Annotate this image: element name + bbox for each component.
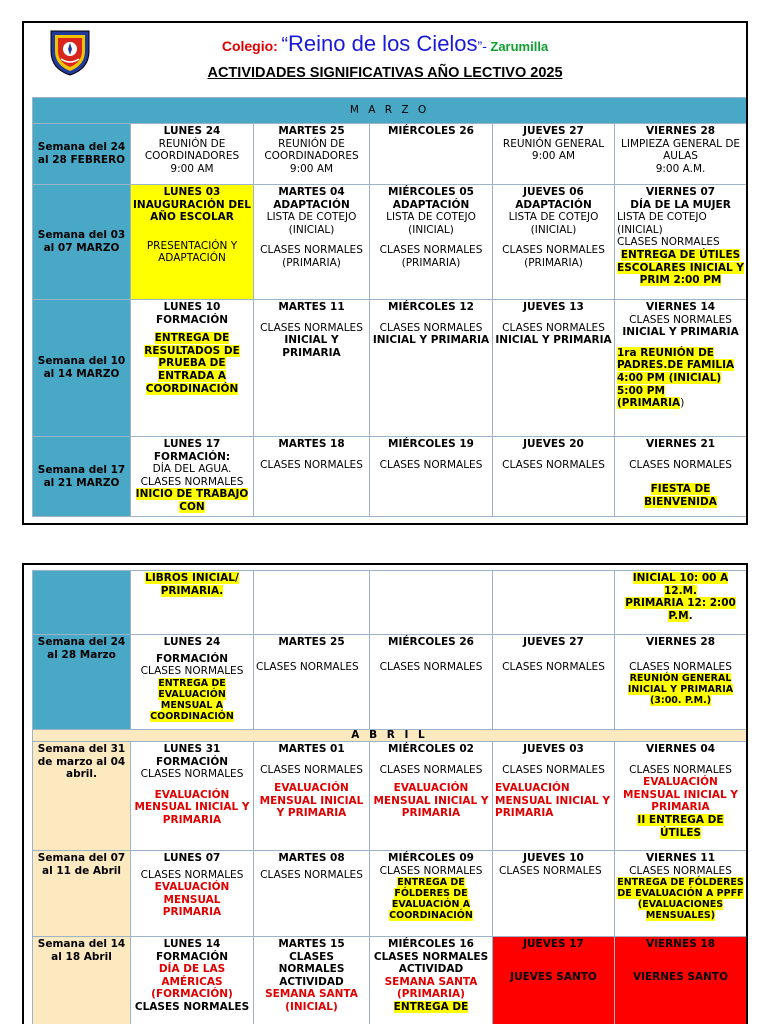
day-cell: [131, 571, 254, 635]
day-cell: [254, 937, 370, 1024]
activity-text: DÍA DEL AGUA.: [152, 463, 232, 476]
week-label-empty: [33, 571, 131, 635]
activity-text: INICIAL Y PRIMARIA: [282, 334, 341, 359]
day-title: MARTES 15: [278, 938, 345, 950]
red-text: (INICIAL): [285, 1000, 338, 1013]
activity-text: LISTA DE COTEJO (INICIAL): [508, 211, 599, 236]
activity-text: CLASES NORMALES: [499, 864, 602, 877]
week-label: Semana del 24 al 28 Marzo: [33, 635, 131, 730]
day-title: VIERNES 14: [645, 301, 716, 313]
highlight-text: ENTREGA DE FÓLDERES DE EVALUACIÓN A COORDINACIÓN: [389, 877, 473, 922]
day-cell: [131, 937, 254, 1024]
day-title: JUEVES 27: [523, 636, 584, 648]
day-cell: [370, 851, 493, 937]
day-cell: [493, 185, 615, 300]
week-label: Semana del 07 al 11 de Abril: [33, 851, 131, 937]
day-title: MIÉRCOLES 05: [388, 186, 474, 198]
day-title: MARTES 25: [278, 636, 345, 648]
activity-time: 9:00 AM: [289, 162, 334, 175]
day-cell: [254, 300, 370, 437]
day-title: VIERNES 11: [645, 852, 716, 864]
activity-text: FORMACIÓN: [155, 652, 229, 665]
week-label: Semana del 14 al 18 Abril: [33, 937, 131, 1024]
activity-text: INICIAL Y PRIMARIA: [495, 334, 612, 347]
activity-text: INICIAL Y PRIMARIA: [622, 326, 739, 339]
highlight-text: ENTREGA DE RESULTADOS DE PRUEBA DE ENTRADA A COORDINACIÓN: [144, 332, 240, 395]
day-cell: [493, 124, 615, 185]
red-text: (PRIMARIA): [397, 988, 465, 1001]
highlight-text: FIESTA DE BIENVENIDA: [644, 483, 717, 508]
day-cell: [370, 742, 493, 851]
activity-text: CLASES NORMALES: [260, 763, 363, 776]
holiday-cell: [493, 937, 615, 1024]
day-title: JUEVES 13: [523, 301, 584, 313]
activity-text: CLASES NORMALES (PRIMARIA): [260, 244, 363, 269]
day-title: VIERNES 18: [645, 938, 716, 950]
week-row: [33, 742, 747, 851]
highlight-text: INICIO DE TRABAJO CON: [135, 488, 249, 513]
day-title: LUNES 24: [163, 125, 221, 137]
red-text: EVALUACIÓN MENSUAL PRIMARIA: [154, 881, 230, 919]
activity-text: LISTA DE COTEJO (INICIAL): [617, 211, 707, 236]
day-cell: [131, 635, 254, 730]
day-title: LUNES 03: [163, 186, 221, 198]
document-header: [24, 23, 746, 97]
day-title: MIÉRCOLES 09: [388, 852, 474, 864]
city-name: Zarumilla: [490, 39, 549, 54]
week-row: [33, 124, 747, 185]
closing-paren: ): [680, 397, 685, 410]
month-label: M A R Z O: [33, 98, 747, 124]
day-title: JUEVES 20: [523, 438, 584, 450]
activity-text: FORMACIÓN: [155, 313, 229, 326]
week-row: [33, 437, 747, 517]
activity-text: CLASES NORMALES: [629, 313, 732, 326]
activity-time: 9:00 A.M.: [655, 162, 706, 175]
day-cell: [615, 185, 747, 300]
highlight-text: REUNIÓN GENERAL INICIAL Y PRIMARIA (3:00. P.M.): [627, 673, 734, 707]
day-title: LUNES 14: [163, 938, 221, 950]
red-text: EVALUACIÓN MENSUAL INICIAL Y PRIMARIA: [495, 782, 610, 820]
activity-text: CLASES NORMALES: [379, 864, 483, 877]
activity-text: CLASES NORMALES: [379, 660, 483, 673]
day-title: LUNES 07: [163, 852, 221, 864]
activity-text: REUNIÓN DE COORDINADORES: [144, 137, 240, 163]
red-text: EVALUACIÓN MENSUAL INICIAL Y PRIMARIA: [134, 788, 250, 826]
month-header-row: [33, 730, 747, 742]
activity-time: 9:00 AM: [531, 150, 576, 163]
day-cell: [615, 635, 747, 730]
week-label: Semana del 24 al 28 FEBRERO: [33, 124, 131, 185]
day-title: LUNES 17: [163, 438, 221, 450]
day-title: VIERNES 07: [645, 186, 716, 198]
highlight-text: 4:00 PM (INICIAL): [617, 371, 722, 384]
activity-text: CLASES NORMALES: [260, 458, 363, 471]
week-row: [33, 937, 747, 1024]
day-cell: [131, 851, 254, 937]
day-title: JUEVES 06: [523, 186, 584, 198]
activity-text: CLASES NORMALES: [260, 868, 363, 881]
activity-text: LISTA DE COTEJO (INICIAL): [266, 211, 357, 236]
day-cell: [131, 185, 254, 300]
day-title: VIERNES 28: [645, 125, 716, 137]
day-cell: [493, 635, 615, 730]
activity-text: INICIAL Y PRIMARIA: [372, 334, 490, 347]
activity-text: PRESENTACIÓN Y ADAPTACIÓN: [146, 239, 238, 265]
calendar-table-march: [32, 97, 747, 517]
day-title: MIÉRCOLES 16: [388, 938, 474, 950]
day-cell: [254, 185, 370, 300]
day-cell: [615, 124, 747, 185]
highlight-text: PRIMARIA 12: 2:00 P.M: [625, 597, 736, 622]
activity-text: REUNIÓN DE COORDINADORES: [264, 137, 359, 163]
day-cell: [370, 571, 493, 635]
week-label: Semana del 03 al 07 MARZO: [33, 185, 131, 300]
activity-text: ADAPTACIÓN: [392, 198, 470, 211]
activity-text: CLASES NORMALES: [379, 458, 483, 471]
week-row: [33, 185, 747, 300]
day-cell: [131, 300, 254, 437]
activity-text: INAUGURACIÓN DEL AÑO ESCOLAR: [133, 198, 251, 224]
activity-text: CLASES NORMALES: [502, 321, 605, 334]
school-name: Reino de los Cielos: [288, 31, 478, 56]
highlight-text: 5:00 PM: [617, 384, 665, 397]
day-title: MARTES 08: [278, 852, 345, 864]
day-cell: [370, 635, 493, 730]
day-title: VIERNES 28: [645, 636, 716, 648]
activity-text: REUNIÓN GENERAL: [502, 137, 605, 150]
red-text: (FORMACIÓN): [151, 988, 233, 1001]
day-cell: [370, 300, 493, 437]
holiday-cell: [615, 937, 747, 1024]
day-title: VIERNES 04: [645, 743, 716, 755]
month-label: A B R I L: [33, 730, 747, 742]
day-title: LUNES 10: [163, 301, 221, 313]
day-cell: [370, 124, 493, 185]
week-row-continued: [33, 571, 747, 635]
red-text: SEMANA SANTA: [265, 988, 358, 1001]
highlight-text: II ENTREGA DE ÚTILES: [637, 813, 724, 839]
period-text: .: [688, 609, 693, 622]
highlight-text: INICIAL 10: 00 A 12.M.: [632, 572, 729, 597]
colegio-label: Colegio:: [221, 38, 278, 54]
day-cell: [493, 300, 615, 437]
activity-text: CLASES NORMALES (PRIMARIA): [379, 244, 483, 269]
activity-text: FORMACIÓN:: [153, 450, 231, 463]
week-row: [33, 851, 747, 937]
day-cell: [131, 742, 254, 851]
day-cell: [131, 437, 254, 517]
activity-text: ADAPTACIÓN: [273, 198, 350, 211]
month-header-row: [33, 98, 747, 124]
activity-text: LIMPIEZA GENERAL DE AULAS: [621, 137, 741, 163]
activity-text: DÍA DE LA MUJER: [630, 198, 731, 211]
day-cell: [493, 437, 615, 517]
red-text: EVALUACIÓN MENSUAL INICIAL Y PRIMARIA: [373, 782, 489, 820]
day-title: VIERNES 21: [645, 438, 716, 450]
activity-text: CLASES NORMALES (PRIMARIA): [502, 244, 605, 269]
activity-text: CLASES NORMALES: [260, 321, 363, 334]
day-cell: [254, 571, 370, 635]
activity-text: CLASES NORMALES: [379, 321, 483, 334]
day-cell: [254, 124, 370, 185]
holiday-text: JUEVES SANTO: [510, 970, 597, 983]
activity-text: CLASES NORMALES: [502, 660, 605, 673]
activity-text: CLASES NORMALES: [256, 660, 359, 673]
day-title: JUEVES 27: [523, 125, 584, 137]
activity-text: CLASES NORMALES: [629, 864, 732, 877]
activity-text: CLASES NORMALES: [140, 868, 244, 881]
week-row: [33, 635, 747, 730]
day-cell: [131, 124, 254, 185]
week-row: [33, 300, 747, 437]
red-text: SEMANA SANTA: [384, 975, 478, 988]
week-label: Semana del 10 al 14 MARZO: [33, 300, 131, 437]
document-page-1: [22, 21, 748, 525]
day-title: MIÉRCOLES 19: [388, 438, 474, 450]
day-cell: [254, 742, 370, 851]
day-cell: [615, 437, 747, 517]
activity-text: CLASES NORMALES: [629, 660, 732, 673]
day-title: LUNES 24: [163, 636, 221, 648]
day-cell: [370, 185, 493, 300]
activity-text: ADAPTACIÓN: [515, 198, 592, 211]
highlight-text: ENTREGA DE EVALUACIÓN MENSUAL A COORDINACIÓN: [150, 677, 234, 722]
day-cell: [493, 571, 615, 635]
red-text: EVALUACIÓN MENSUAL INICIAL Y PRIMARIA: [259, 782, 364, 820]
activity-text: CLASES NORMALES: [617, 236, 720, 249]
activity-text: ACTIVIDAD: [279, 975, 344, 988]
activity-text: CLASES NORMALES: [134, 1000, 250, 1013]
activity-text: ACTIVIDAD: [398, 963, 464, 976]
activity-text: CLASES NORMALES: [278, 950, 345, 976]
activity-text: CLASES NORMALES: [140, 665, 244, 678]
school-title: [24, 31, 746, 57]
document-subtitle: [24, 65, 746, 81]
day-cell: [615, 851, 747, 937]
day-cell: [615, 300, 747, 437]
close-quote: ”-: [477, 38, 487, 54]
activity-text: CLASES NORMALES: [379, 763, 483, 776]
day-cell: [493, 851, 615, 937]
activity-text: CLASES NORMALES: [373, 950, 489, 963]
activity-text: CLASES NORMALES: [140, 475, 244, 488]
highlight-text: 1ra REUNIÓN DE PADRES.DE FAMILIA: [617, 346, 735, 372]
day-title: MARTES 04: [278, 186, 345, 198]
day-title: JUEVES 10: [523, 852, 584, 864]
document-page-2: [22, 563, 748, 1024]
day-title: MARTES 11: [278, 301, 345, 313]
day-title: MIÉRCOLES 26: [388, 636, 474, 648]
calendar-table-april: [32, 570, 747, 1024]
day-cell: [615, 571, 747, 635]
highlight-text: LIBROS INICIAL/ PRIMARIA.: [145, 572, 239, 597]
subtitle-text: ACTIVIDADES SIGNIFICATIVAS AÑO LECTIVO 2025: [207, 65, 563, 81]
red-text: EVALUACIÓN MENSUAL INICIAL Y PRIMARIA: [623, 776, 738, 814]
highlight-text: (PRIMARIA: [617, 397, 681, 410]
day-title: MARTES 01: [278, 743, 345, 755]
day-title: MARTES 25: [278, 125, 345, 137]
day-title: MIÉRCOLES 12: [388, 301, 474, 313]
activity-text: CLASES NORMALES: [629, 763, 732, 776]
activity-text: CLASES NORMALES: [629, 458, 732, 471]
highlight-text: ENTREGA DE ÚTILES ESCOLARES INICIAL Y PRIM 2:00 PM: [617, 248, 745, 287]
day-cell: [370, 437, 493, 517]
day-title: JUEVES 03: [523, 743, 584, 755]
open-quote: “: [281, 34, 288, 56]
day-title: MIÉRCOLES 26: [388, 125, 474, 137]
day-cell: [254, 851, 370, 937]
day-cell: [493, 742, 615, 851]
activity-time: 9:00 AM: [170, 162, 214, 175]
activity-text: LISTA DE COTEJO (INICIAL): [386, 211, 476, 236]
highlight-text: ENTREGA DE FÓLDERES DE EVALUACIÓN A PPFF (EVALUACIONES MENSUALES): [617, 877, 744, 922]
activity-text: FORMACIÓN: [155, 950, 229, 963]
day-cell: [370, 937, 493, 1024]
day-title: JUEVES 17: [523, 938, 584, 950]
day-title: MARTES 18: [278, 438, 345, 450]
activity-text: CLASES NORMALES: [502, 458, 605, 471]
week-label: Semana del 31 de marzo al 04 abril.: [33, 742, 131, 851]
day-cell: [254, 635, 370, 730]
activity-text: FORMACIÓN: [155, 755, 229, 768]
day-cell: [254, 437, 370, 517]
day-cell: [615, 742, 747, 851]
red-text: DÍA DE LAS AMÉRICAS: [158, 963, 226, 988]
week-label: Semana del 17 al 21 MARZO: [33, 437, 131, 517]
activity-text: CLASES NORMALES: [140, 768, 244, 781]
day-title: LUNES 31: [163, 743, 221, 755]
highlight-text: ENTREGA DE: [393, 1000, 469, 1013]
day-title: MIÉRCOLES 02: [388, 743, 474, 755]
holiday-text: VIERNES SANTO: [632, 970, 729, 983]
activity-text: CLASES NORMALES: [502, 763, 605, 776]
